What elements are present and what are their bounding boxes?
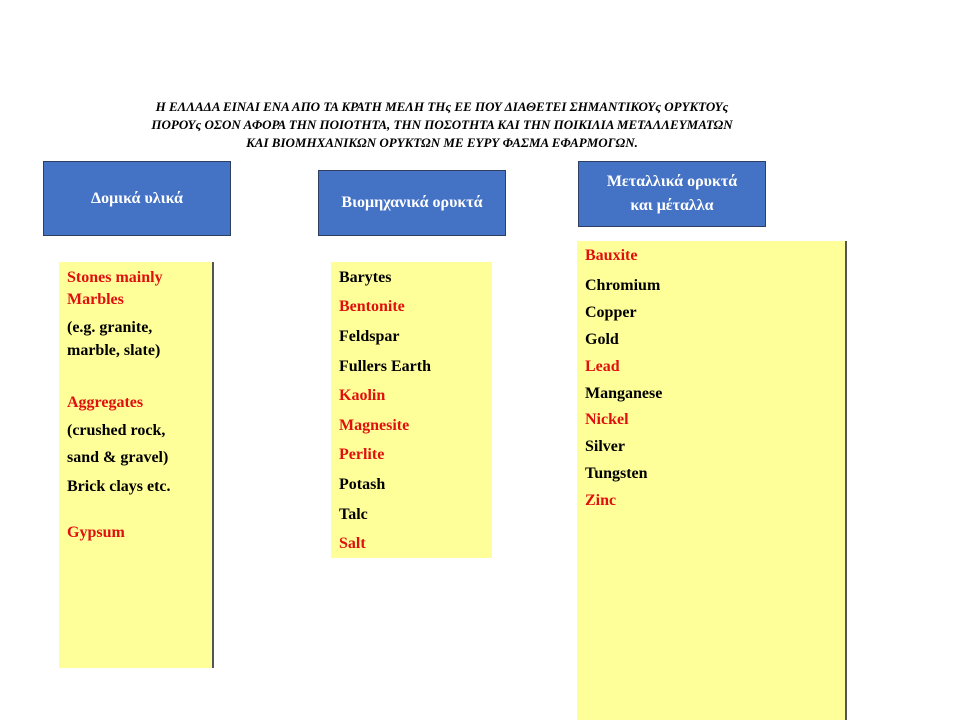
list-item: (e.g. granite, — [67, 319, 153, 336]
list-item: Lead — [585, 358, 620, 375]
list-item: Barytes — [339, 269, 392, 286]
industrial-panel — [331, 262, 492, 558]
metallic-panel — [577, 241, 847, 720]
list-item: Zinc — [585, 492, 617, 509]
list-item: Bentonite — [339, 298, 405, 315]
intro-line: ΠΟΡΟΥς ΟΣΟΝ ΑΦΟΡΑ ΤΗΝ ΠΟΙΟΤΗΤΑ, ΤΗΝ ΠΟΣΟΤΗΤΑ ΚΑΙ ΤΗΝ ΠΟΙΚΙΛΙΑ ΜΕΤΑΛΛΕΥΜΑΤΩΝ — [151, 117, 733, 132]
construction-panel — [59, 262, 214, 668]
list-item: Copper — [585, 304, 637, 321]
list-item: Magnesite — [339, 417, 410, 434]
intro-line: Η ΕΛΛΑΔΑ ΕΙΝΑΙ ΕΝΑ ΑΠΟ ΤΑ ΚΡΑΤΗ ΜΕΛΗ ΤΗς ΕΕ ΠΟΥ ΔΙΑΘΕΤΕΙ ΣΗΜΑΝΤΙΚΟΥς ΟΡΥΚΤΟΥς — [155, 99, 729, 114]
list-item: Feldspar — [339, 328, 400, 345]
list-item: marble, slate) — [67, 342, 161, 359]
metallic-header-line2: και μέταλλα — [630, 197, 714, 214]
industrial-header-label: Βιομηχανικά ορυκτά — [341, 194, 483, 211]
list-item: Brick clays etc. — [67, 478, 171, 495]
metallic-header-line1: Μεταλλικά ορυκτά — [606, 173, 738, 190]
list-item: Stones mainly — [67, 269, 163, 286]
list-item: sand & gravel) — [67, 449, 169, 466]
intro-line: ΚΑΙ ΒΙΟΜΗΧΑΝΙΚΩΝ ΟΡΥΚΤΩΝ ΜΕ ΕΥΡΥ ΦΑΣΜΑ ΕΦΑΡΜΟΓΩΝ. — [246, 135, 638, 150]
list-item: Talc — [339, 506, 368, 523]
list-item: Manganese — [585, 385, 663, 402]
intro-text — [62, 98, 822, 152]
list-item: Chromium — [585, 277, 661, 294]
list-item: Marbles — [67, 291, 124, 308]
list-item: (crushed rock, — [67, 422, 166, 439]
list-item: Silver — [585, 438, 625, 455]
list-item: Aggregates — [67, 394, 144, 411]
list-item: Potash — [339, 476, 386, 493]
list-item: Gypsum — [67, 524, 125, 541]
metallic-header — [578, 161, 766, 227]
list-item: Fullers Earth — [339, 358, 431, 375]
construction-header-label: Δομικά υλικά — [91, 189, 183, 207]
list-item: Kaolin — [339, 387, 386, 404]
list-item: Tungsten — [585, 465, 648, 482]
list-item: Gold — [585, 331, 619, 348]
list-item: Bauxite — [585, 247, 638, 264]
list-item: Salt — [339, 535, 366, 552]
list-item: Nickel — [585, 411, 629, 428]
construction-header — [43, 161, 231, 236]
list-item: Perlite — [339, 446, 385, 463]
industrial-header — [318, 170, 506, 236]
